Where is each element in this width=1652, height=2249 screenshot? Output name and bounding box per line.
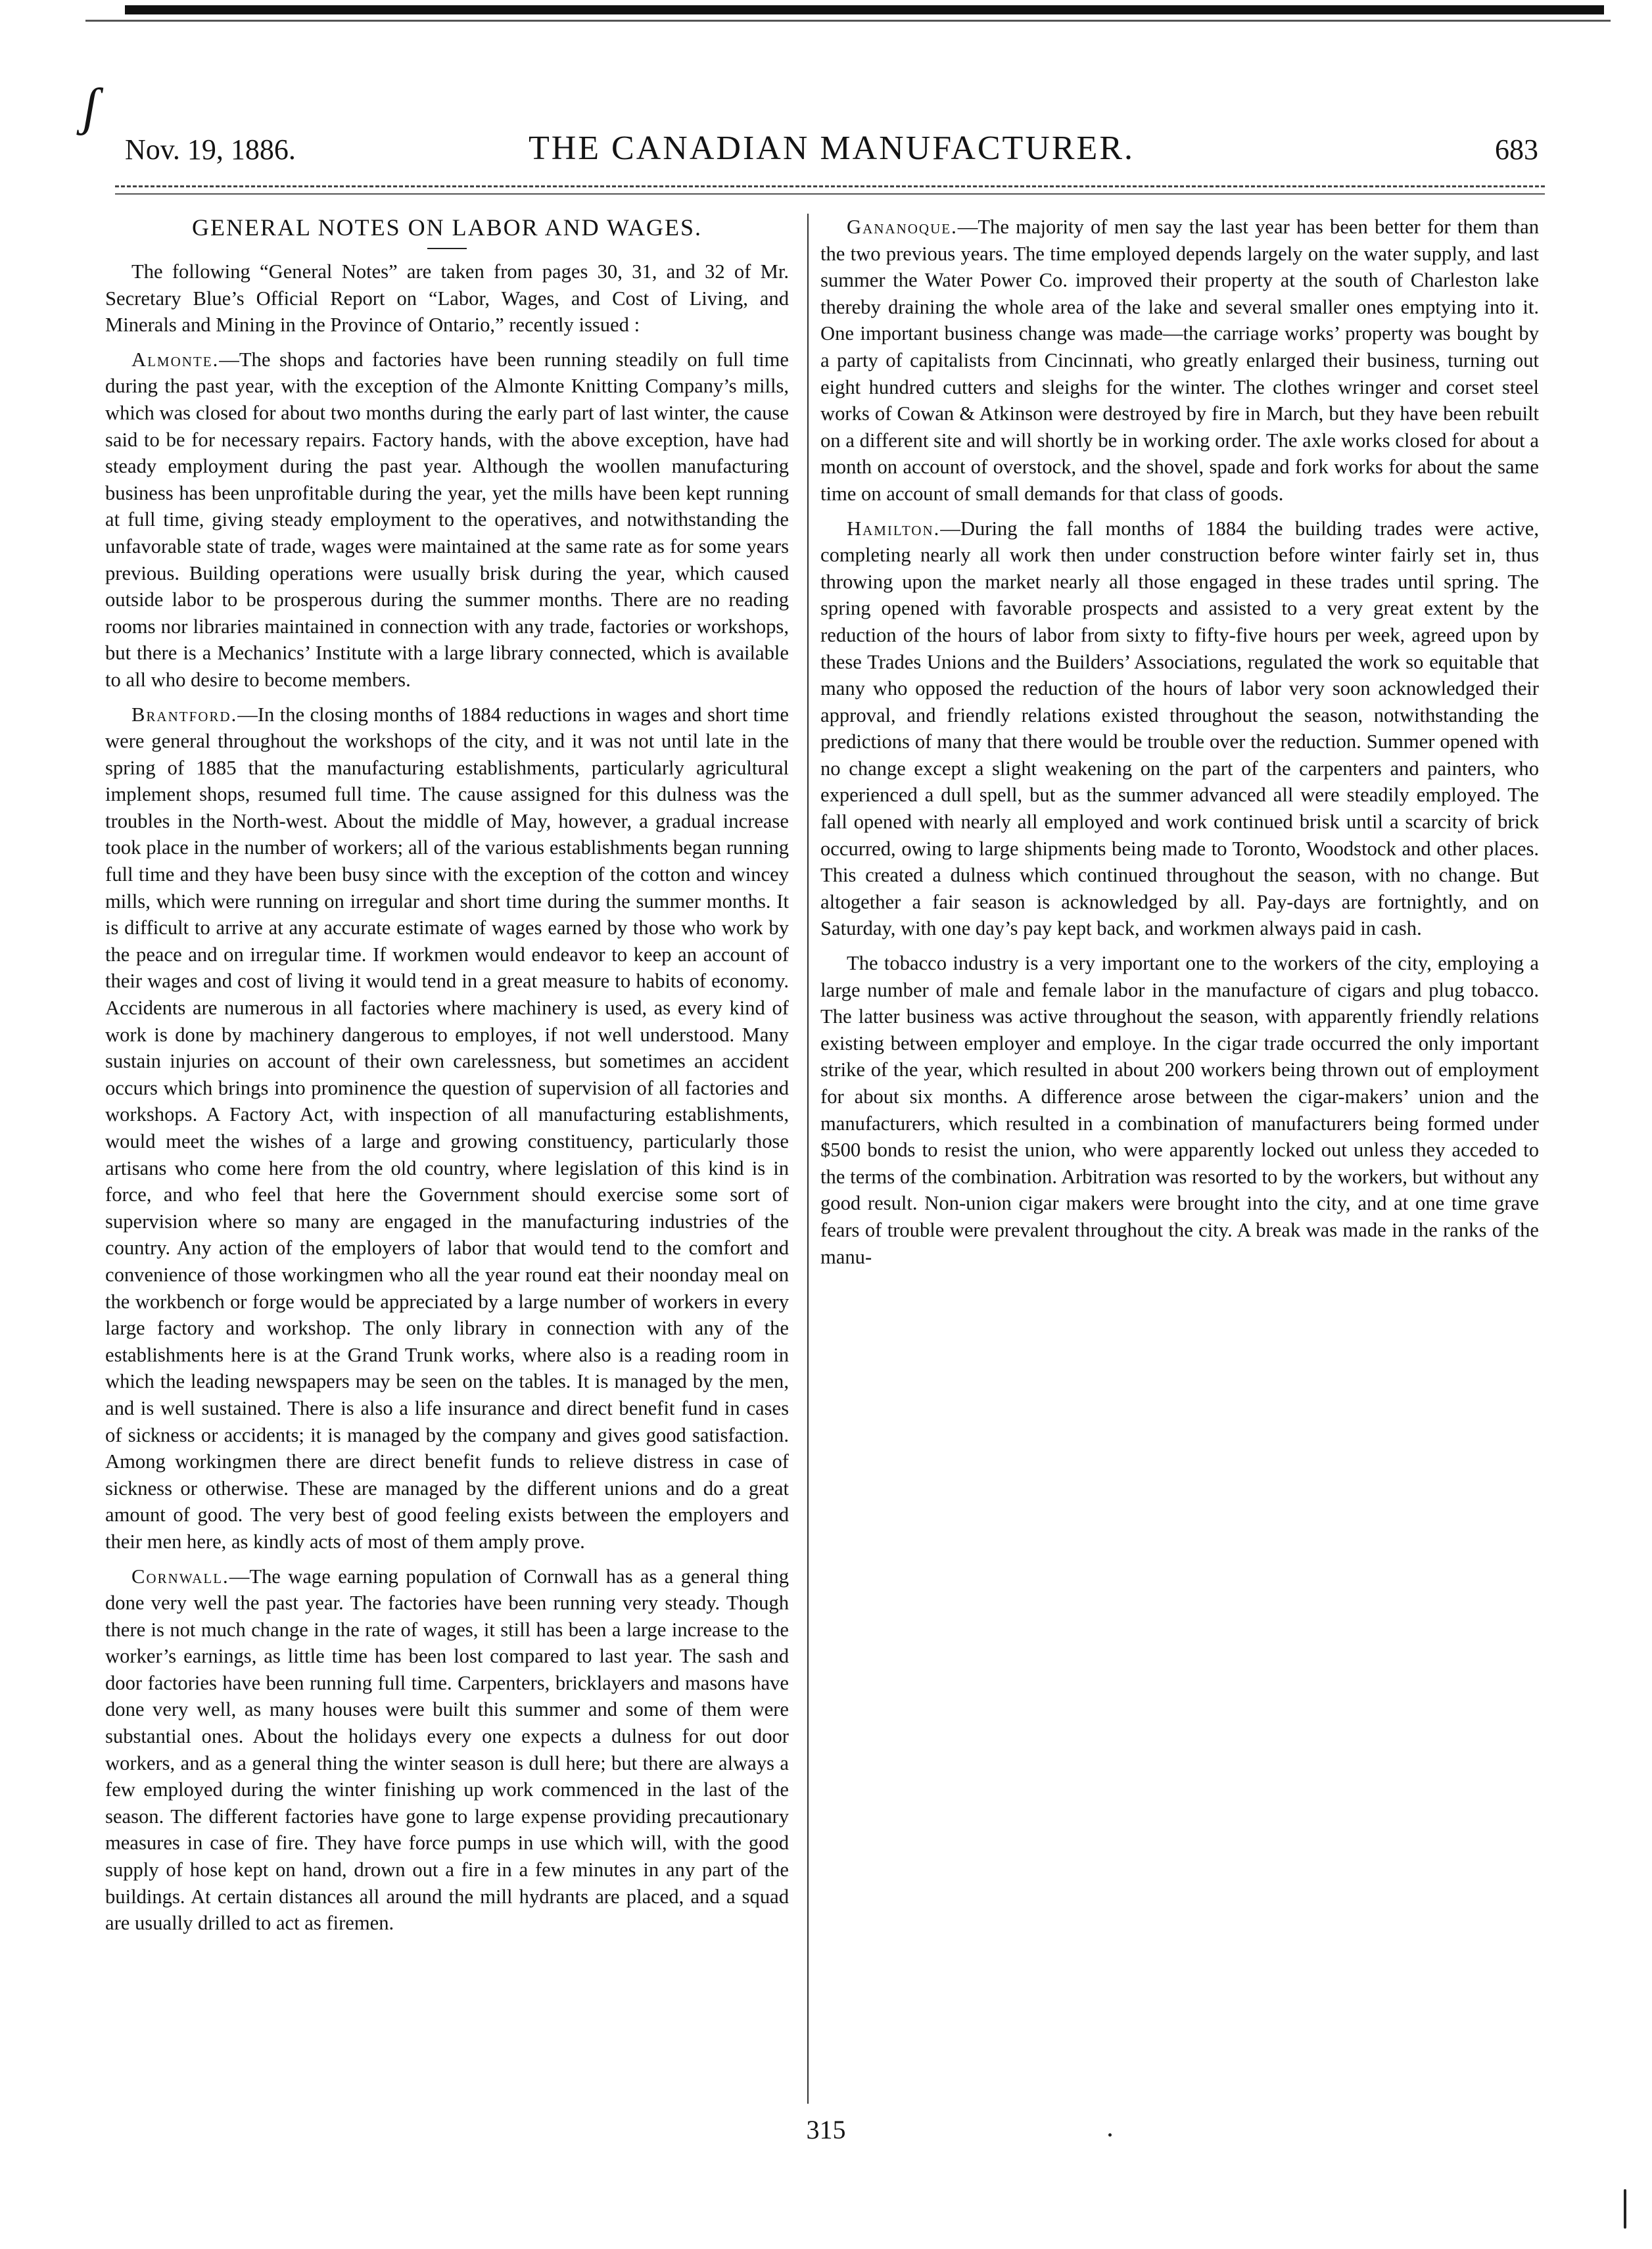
- page-header: [125, 125, 1538, 178]
- print-speck: [1624, 2189, 1626, 2229]
- section-hamilton: [820, 515, 1539, 943]
- right-column: [820, 214, 1539, 2107]
- section-place: Almonte.: [131, 348, 220, 371]
- header-rule-lower: [115, 193, 1545, 195]
- column-divider: [807, 214, 809, 2104]
- top-border-rule: [125, 5, 1604, 14]
- section-almonte: [105, 346, 789, 694]
- publication-title: THE CANADIAN MANUFACTURER.: [528, 130, 1135, 167]
- section-gananoque: [820, 214, 1539, 508]
- page-number: 683: [1495, 133, 1538, 166]
- header-rule: [115, 185, 1545, 187]
- section-place: Cornwall.: [131, 1565, 229, 1588]
- section-text: —During the fall months of 1884 the building trades were active, completing nearly all work then under construction before winter fairly set in, thus throwing upon the market nearly all those engaged in these trades until spring. The spring opened with favorable prospects and assisted to a very great extent by the reduction of the hours of labor from sixty to fifty-five hours per week, agreed upon by these Trades Unions and the Builders’ Associations, regulated the work so equitable that many who opposed the reduction of the hours of labor very soon acknowledged their approval, and friendly relations existed throughout the season, notwithstanding the predictions of many that there would be trouble over the reduction. Summer opened with no change except a slight weakening on the part of the carpenters and painters, who experienced a dull spell, but as the summer advanced all were steadily employed. The fall opened with nearly all employed and work continued brisk until a scarcity of brick occurred, owing to large shipments being made to Toronto, Woodstock and other places. This created a dulness which continued throughout the season, with no change. But altogether a fair season is acknowledged by all. Pay-days are fortnightly, and on Saturday, with one day’s pay kept back, and workmen always paid in cash.: [820, 517, 1539, 940]
- paragraph-tobacco: The tobacco industry is a very important one to the workers of the city, employing a large number of male and female labor in the manufacture of cigars and plug tobacco. The latter business was active throughout the season, with apparently friendly relations existing between employer and employe. In the cigar trade occurred the only important strike of the year, which resulted in about 200 workers being thrown out of employment for about six months. A difference arose between the cigar-makers’ union and the manufacturers, which resulted in a combination of manufacturers being formed under $500 bonds to resist the union, who were apparently locked out unless they acceded to the terms of the combination. Arbitration was resorted to by the workers, but without any good result. Non-union cigar makers were brought into the city, and at one time grave fears of trouble were prevalent throughout the city. A break was made in the ranks of the manu-: [820, 952, 1539, 1268]
- section-text: —The majority of men say the last year has been better for them than the two previous years. The time employed depends largely on the water supply, and last summer the Water Power Co. improved their property at the south of Charleston lake thereby draining the whole area of the lake and several smaller ones emptying into it. One important business change was made—the carriage works’ property was bought by a party of capitalists from Cincinnati, who greatly enlarged their business, turning out eight hundred cutters and sleighs for the winter. The clothes wringer and corset steel works of Cowan & Atkinson were destroyed by fire in March, but they have been rebuilt on a different site and will shortly be in working order. The axle works closed for about a month on account of overstock, and the shovel, spade and fork works for about the same time on account of small demands for that class of goods.: [820, 216, 1539, 505]
- article-intro: The following “General Notes” are taken from pages 30, 31, and 32 of Mr. Secretary Blue’s Official Report on “Labor, Wages, and Cost of Living, and Minerals and Mining in the Province of Ontario,” recently issued :: [105, 260, 789, 337]
- section-cornwall: [105, 1563, 789, 1937]
- section-place: Hamilton.: [847, 517, 941, 540]
- issue-date: Nov. 19, 1886.: [125, 133, 296, 166]
- print-speck: [1108, 2133, 1112, 2137]
- section-place: Gananoque.: [847, 216, 958, 238]
- section-brantford: [105, 701, 789, 1555]
- title-divider: [427, 248, 467, 249]
- section-text: —In the closing months of 1884 reductions in wages and short time were general throughout the workshops of the city, and it was not until late in the spring of 1885 that the manufacturing establishments, particularly agricultural implement shops, resumed full time. The cause assigned for this dulness was the troubles in the North-west. About the middle of May, however, a gradual increase took place in the number of workers; all of the various establishments began running full time and they have been busy since with the exception of the cotton and wincey mills, which were running on irregular and short time during the summer months. It is difficult to arrive at any accurate estimate of wages earned by those who work by the peace and on irregular time. If workmen would endeavor to keep an account of their wages and cost of living it would tend in a great measure to habits of economy. Accidents are numerous in all factories where machinery is used, as every kind of work is done by machinery dangerous to employes, if not well understood. Many sustain injuries on account of their own carelessness, but sometimes an accident occurs which brings into prominence the question of supervision of all factories and workshops. A Factory Act, with inspection of all manufacturing establishments, would meet the wishes of a large and growing constituency, particularly those artisans who come here from the old country, where legislation of this kind is in force, and who feel that here the Government should exercise some sort of supervision where so many are engaged in the manufacturing industries of the country. Any action of the employers of labor that would tend to the comfort and convenience of those workingmen who all the year round eat their noonday meal on the workbench or forge would be appreciated by a large number of workers in every large factory and workshop. The only library in connection with any of the establishments here is at the Grand Trunk works, where also is a reading room in which the leading newspapers may be seen on the tables. It is managed by the men, and is well sustained. There is also a life insurance and direct benefit fund in cases of sickness or accidents; it is managed by the company and gives good satisfaction. Among workingmen there are direct benefit funds to relieve distress in case of sickness or otherwise. These are managed by the different unions and do a great amount of good. The very best of good feeling exists between the employers and their men here, as kindly acts of most of them amply prove.: [105, 703, 789, 1553]
- section-text: —The wage earning population of Cornwall has as a general thing done very well the past year. The factories have been running very steady. Though there is not much change in the rate of wages, it still has been a large increase to the worker’s earnings, as little time has been lost compared to last year. The sash and door factories have been running full time. Carpenters, bricklayers and masons have done very well, as many houses were built this summer and some of them were substantial ones. About the holidays every one expects a dulness for out door workers, and as a general thing the winter season is dull here; but there are always a few employed during the winter finishing up work commenced in the last of the season. The different factories have gone to large expense providing precautionary measures in case of fire. They have force pumps in use which will, with the good supply of hose kept on hand, drown out a fire in a few minutes in any part of the buildings. At certain distances all around the mill hydrants are placed, and a squad are usually drilled to act as firemen.: [105, 1565, 789, 1935]
- left-column: [105, 214, 789, 2107]
- section-text: —The shops and factories have been running steadily on full time during the past year, with the exception of the Almonte Knitting Company’s mills, which was closed for about two months during the early part of last winter, the cause said to be for necessary repairs. Factory hands, with the above exception, have had steady employment during the past year. Although the woollen manufacturing business has been unprofitable during the year, yet the mills have been kept running at full time, giving steady employment to the operatives, and notwithstanding the unfavorable state of trade, wages were maintained at the same rate as for some years previous. Building operations were usually brisk during the year, which caused outside labor to be prosperous during the summer months. There are no reading rooms nor libraries maintained in connection with any trade, factories or workshops, but there is a Mechanics’ Institute with a large library connected, which is available to all who desire to become members.: [105, 348, 789, 691]
- ink-mark: ʃ: [83, 78, 98, 136]
- footer-number: 315: [806, 2115, 846, 2144]
- section-place: Brantford.: [131, 703, 238, 726]
- top-border-thin-rule: [85, 20, 1611, 22]
- article-title: GENERAL NOTES ON LABOR AND WAGES.: [192, 214, 702, 241]
